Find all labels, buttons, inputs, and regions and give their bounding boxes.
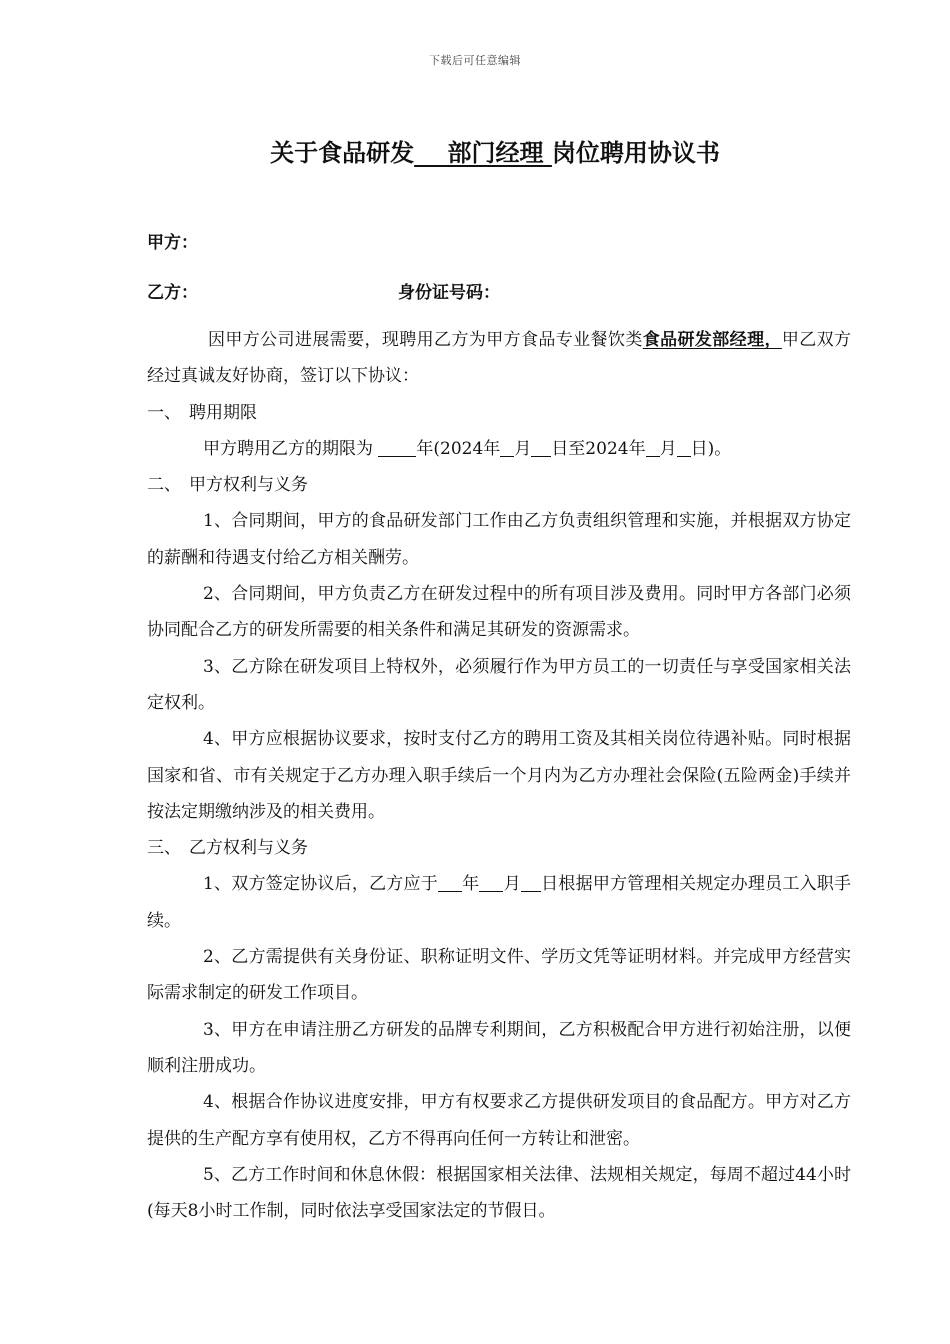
party-b-item: 3、甲方在申请注册乙方研发的品牌专利期间，乙方积极配合甲方进行初始注册，以便顺利注册成功。: [147, 1019, 851, 1076]
agreement-body: [147, 322, 851, 1229]
section-3-heading: 三、 乙方权利与义务: [147, 838, 308, 859]
party-b-item: 4、根据合作协议进度安排，甲方有权要求乙方提供研发项目的食品配方。甲方对乙方提供的生产配方享有使用权，乙方不得再向任何一方转让和泄密。: [147, 1092, 851, 1149]
party-a-item: 4、甲方应根据协议要求，按时支付乙方的聘用工资及其相关岗位待遇补贴。同时根据国家和省、市有关规定于乙方办理入职手续后一个月内为乙方办理社会保险(五险两金)手续并按法定期缴纳涉及的相关费用。: [147, 729, 851, 822]
section-2-heading: 二、 甲方权利与义务: [147, 475, 308, 496]
party-b-item: 1、双方签定协议后，乙方应于 年 月 日根据甲方管理相关规定办理员工入职手续。: [147, 874, 852, 931]
document-title: [0, 133, 950, 168]
term-paragraph: 甲方聘用乙方的期限为 年(2024年 月 日至2024年 月 日)。: [203, 438, 732, 459]
party-a-item: 1、合同期间，甲方的食品研发部门工作由乙方负责组织管理和实施，并根据双方协定的薪酬和待遇支付给乙方相关酬劳。: [147, 511, 851, 568]
title-prefix: 关于食品研发: [270, 138, 415, 167]
party-b-item: 2、乙方需提供有关身份证、职称证明文件、学历文凭等证明材料。并完成甲方经营实际需求制定的研发工作项目。: [147, 947, 851, 1004]
section-1-heading: 一、 聘用期限: [147, 402, 257, 423]
party-a-item: 3、乙方除在研发项目上特权外，必须履行作为甲方员工的一切责任与享受国家相关法定权利。: [147, 656, 851, 713]
party-b-item: 5、乙方工作时间和休息休假：根据国家相关法律、法规相关规定，每周不超过44小时(每天8小时工作制，同时依法享受国家法定的节假日。: [147, 1164, 851, 1222]
party-b-label: 乙方：: [147, 283, 198, 303]
party-a-label: 甲方：: [147, 233, 198, 253]
intro-paragraph: 因甲方公司进展需要，现聘用乙方为甲方食品专业餐饮类食品研发部经理，甲乙双方经过真诚友好协商，签订以下协议：: [147, 330, 852, 387]
intro-position: 食品研发部经理，: [642, 330, 782, 350]
title-suffix: 岗位聘用协议书: [551, 138, 720, 167]
id-number-label: 身份证号码：: [398, 283, 500, 303]
title-position: 部门经理: [447, 138, 544, 167]
page-header-note: 下载后可任意编辑: [429, 54, 521, 67]
party-a-item: 2、合同期间，甲方负责乙方在研发过程中的所有项目涉及费用。同时甲方各部门必须协同配合乙方的研发所需要的相关条件和满足其研发的资源需求。: [147, 584, 851, 641]
